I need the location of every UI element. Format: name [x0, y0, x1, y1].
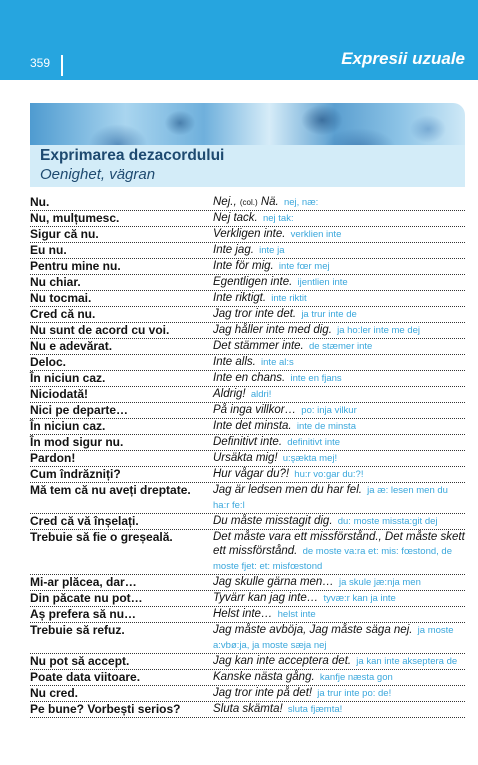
- swedish-phrase: På inga villkor…: [213, 404, 297, 416]
- romanian-phrase: Aș prefera să nu…: [30, 607, 137, 621]
- romanian-phrase: Nu chiar.: [30, 275, 81, 289]
- swedish-cell: [213, 654, 465, 669]
- swedish-cell: [213, 403, 465, 418]
- swedish-phrase: Det måste vara ett missförstånd., Det måste skett ett missförstånd.: [213, 531, 465, 557]
- phrase-row: [30, 387, 465, 403]
- swedish-phrase: Jag är ledsen men du har fel.: [213, 484, 362, 496]
- phrase-row: [30, 355, 465, 371]
- swedish-cell: [213, 686, 465, 701]
- swedish-phrase: Inte alls.: [213, 356, 256, 368]
- romanian-phrase: Cred că vă înșelați.: [30, 514, 139, 528]
- pronunciation: sluta fjæmta!: [287, 704, 343, 715]
- pronunciation: inte riktit: [271, 293, 307, 304]
- pronunciation: inte ja: [259, 245, 285, 256]
- pronunciation: ja moste a:vbø:ja, ja moste sæja nej: [213, 625, 454, 651]
- pronunciation: ja trur inte de: [301, 309, 357, 320]
- swedish-phrase: Nej.,: [213, 196, 237, 208]
- swedish-cell: [213, 307, 465, 322]
- pronunciation: de moste va:ra et: mis: fœstond, de moste fjet: et: misfœstond: [213, 546, 452, 572]
- swedish-phrase: Jag kan inte acceptera det.: [213, 655, 352, 667]
- swedish-phrase: Inte jag.: [213, 244, 254, 256]
- swedish-cell: [213, 387, 465, 402]
- romanian-phrase: Sigur că nu.: [30, 227, 99, 241]
- pronunciation: hu:r vo:gar du:?!: [294, 469, 364, 480]
- swedish-cell: [213, 195, 465, 210]
- swedish-phrase: Ursäkta mig!: [213, 452, 278, 464]
- romanian-phrase: În niciun caz.: [30, 371, 106, 385]
- pronunciation: u:şækta mej!: [282, 453, 338, 464]
- swedish-phrase: Jag måste avböja, Jag måste säga nej.: [213, 624, 413, 636]
- romanian-phrase: Nici pe departe…: [30, 403, 129, 417]
- swedish-cell: [213, 591, 465, 606]
- romanian-phrase: În niciun caz.: [30, 419, 106, 433]
- pronunciation: ja trur inte po: de!: [317, 688, 392, 699]
- pronunciation: inte al:s: [261, 357, 294, 368]
- phrase-row: [30, 702, 465, 718]
- banner-photo: [30, 103, 465, 145]
- romanian-phrase: Pardon!: [30, 451, 76, 465]
- pronunciation: ja ho:ler inte me dej: [337, 325, 421, 336]
- phrase-row: [30, 243, 465, 259]
- romanian-phrase: În mod sigur nu.: [30, 435, 124, 449]
- swedish-cell: [213, 530, 465, 574]
- phrase-row: [30, 227, 465, 243]
- phrase-table: [30, 195, 465, 718]
- romanian-phrase: Pentru mine nu.: [30, 259, 121, 273]
- phrase-row: [30, 259, 465, 275]
- swedish-cell: [213, 227, 465, 242]
- romanian-phrase: Nu tocmai.: [30, 291, 92, 305]
- pronunciation: inte fœr mej: [278, 261, 330, 272]
- swedish-phrase: Inte riktigt.: [213, 292, 267, 304]
- swedish-phrase: Nej tack.: [213, 212, 258, 224]
- romanian-phrase: Niciodată!: [30, 387, 89, 401]
- phrase-row: [30, 195, 465, 211]
- swedish-phrase: Aldrig!: [213, 388, 246, 400]
- swedish-cell: [213, 291, 465, 306]
- swedish-phrase: Det stämmer inte.: [213, 340, 304, 352]
- swedish-cell: [213, 435, 465, 450]
- swedish-phrase: Jag skulle gärna men…: [213, 576, 334, 588]
- swedish-phrase: Jag håller inte med dig.: [213, 324, 332, 336]
- swedish-phrase: Sluta skämta!: [213, 703, 283, 715]
- romanian-phrase: Pe bune? Vorbești serios?: [30, 702, 181, 716]
- romanian-phrase: Nu sunt de acord cu voi.: [30, 323, 170, 337]
- swedish-phrase: Jag tror inte på det!: [213, 687, 313, 699]
- phrase-row: [30, 467, 465, 483]
- swedish-phrase: Kanske nästa gång.: [213, 671, 315, 683]
- swedish-phrase: Hur vågar du?!: [213, 468, 290, 480]
- swedish-cell: [213, 575, 465, 590]
- phrase-row: [30, 623, 465, 654]
- swedish-phrase: Egentligen inte.: [213, 276, 293, 288]
- swedish-cell: [213, 514, 465, 529]
- swedish-phrase: Inte det minsta.: [213, 420, 292, 432]
- swedish-phrase: Inte för mig.: [213, 260, 274, 272]
- phrase-row: [30, 403, 465, 419]
- phrase-row: [30, 291, 465, 307]
- swedish-cell: [213, 467, 465, 482]
- phrase-row: [30, 686, 465, 702]
- pronunciation: du: moste missta:git dej: [337, 516, 438, 527]
- phrase-row: [30, 451, 465, 467]
- phrase-row: [30, 307, 465, 323]
- pronunciation: inte de minsta: [296, 421, 356, 432]
- pronunciation: ja skule jæ:nja men: [339, 577, 421, 588]
- pronunciation: ja kan inte akseptera de: [356, 656, 458, 667]
- phrase-row: [30, 670, 465, 686]
- pronunciation: nej tak:: [262, 213, 294, 224]
- romanian-phrase: Deloc.: [30, 355, 67, 369]
- romanian-phrase: Din păcate nu pot…: [30, 591, 143, 605]
- topic-heading-box: [30, 145, 465, 187]
- pronunciation: helst inte: [277, 609, 316, 620]
- pronunciation: inte en fjans: [290, 373, 342, 384]
- header-divider: [61, 55, 63, 76]
- swedish-cell: [213, 483, 465, 513]
- romanian-phrase: Nu.: [30, 195, 50, 209]
- topic-title: Exprimarea dezacordului: [40, 147, 225, 164]
- swedish-phrase: Definitivt inte.: [213, 436, 283, 448]
- pronunciation: po: inja vilkur: [301, 405, 357, 416]
- romanian-phrase: Nu cred.: [30, 686, 79, 700]
- pronunciation: kanfje næsta gon: [319, 672, 393, 683]
- swedish-phrase: Helst inte…: [213, 608, 273, 620]
- swedish-phrase: Du måste misstagit dig.: [213, 515, 333, 527]
- swedish-cell: [213, 339, 465, 354]
- romanian-phrase: Eu nu.: [30, 243, 67, 257]
- swedish-cell: [213, 275, 465, 290]
- register-note: (col.): [239, 198, 258, 207]
- romanian-phrase: Cum îndrăzniți?: [30, 467, 121, 481]
- page-number: 359: [30, 56, 51, 70]
- phrase-row: [30, 654, 465, 670]
- swedish-cell: [213, 243, 465, 258]
- pronunciation: ijentlien inte: [297, 277, 348, 288]
- phrase-row: [30, 607, 465, 623]
- romanian-phrase: Poate data viitoare.: [30, 670, 141, 684]
- swedish-cell: [213, 323, 465, 338]
- swedish-cell: [213, 371, 465, 386]
- swedish-phrase: Tyvärr kan jag inte…: [213, 592, 319, 604]
- romanian-phrase: Nu e adevărat.: [30, 339, 113, 353]
- phrase-row: [30, 275, 465, 291]
- romanian-phrase: Nu, mulțumesc.: [30, 211, 120, 225]
- pronunciation: verklien inte: [290, 229, 342, 240]
- swedish-phrase: Inte en chans.: [213, 372, 286, 384]
- swedish-cell: [213, 702, 465, 717]
- swedish-cell: [213, 419, 465, 434]
- phrase-row: [30, 339, 465, 355]
- romanian-phrase: Nu pot să accept.: [30, 654, 130, 668]
- phrase-row: [30, 435, 465, 451]
- swedish-cell: [213, 211, 465, 226]
- phrase-row: [30, 419, 465, 435]
- phrase-row: [30, 514, 465, 530]
- swedish-cell: [213, 623, 465, 653]
- romanian-phrase: Trebuie să refuz.: [30, 623, 125, 637]
- swedish-cell: [213, 451, 465, 466]
- pronunciation: aldri!: [250, 389, 272, 400]
- pronunciation: ja æ: lesen men du ha:r fe:l: [213, 485, 448, 511]
- swedish-phrase: Verkligen inte.: [213, 228, 286, 240]
- pronunciation: definitivt inte: [287, 437, 341, 448]
- phrase-row: [30, 371, 465, 387]
- page-header-band: [0, 0, 478, 80]
- section-title: Expresii uzuale: [341, 49, 465, 68]
- topic-subtitle: Oenighet, vägran: [40, 166, 156, 183]
- swedish-phrase-alt: Nä.: [260, 196, 279, 208]
- phrase-row: [30, 323, 465, 339]
- pronunciation: nej, næ:: [283, 197, 319, 208]
- swedish-cell: [213, 607, 465, 622]
- romanian-phrase: Trebuie să fie o greșeală.: [30, 530, 173, 544]
- pronunciation: de stæmer inte: [308, 341, 373, 352]
- phrase-row: [30, 530, 465, 575]
- romanian-phrase: Mi-ar plăcea, dar…: [30, 575, 137, 589]
- swedish-cell: [213, 259, 465, 274]
- phrase-row: [30, 591, 465, 607]
- pronunciation: tyvæ:r kan ja inte: [323, 593, 396, 604]
- phrase-row: [30, 211, 465, 227]
- swedish-cell: [213, 670, 465, 685]
- swedish-cell: [213, 355, 465, 370]
- phrase-row: [30, 483, 465, 514]
- phrase-row: [30, 575, 465, 591]
- romanian-phrase: Mă tem că nu aveți dreptate.: [30, 483, 191, 497]
- romanian-phrase: Cred că nu.: [30, 307, 96, 321]
- swedish-phrase: Jag tror inte det.: [213, 308, 297, 320]
